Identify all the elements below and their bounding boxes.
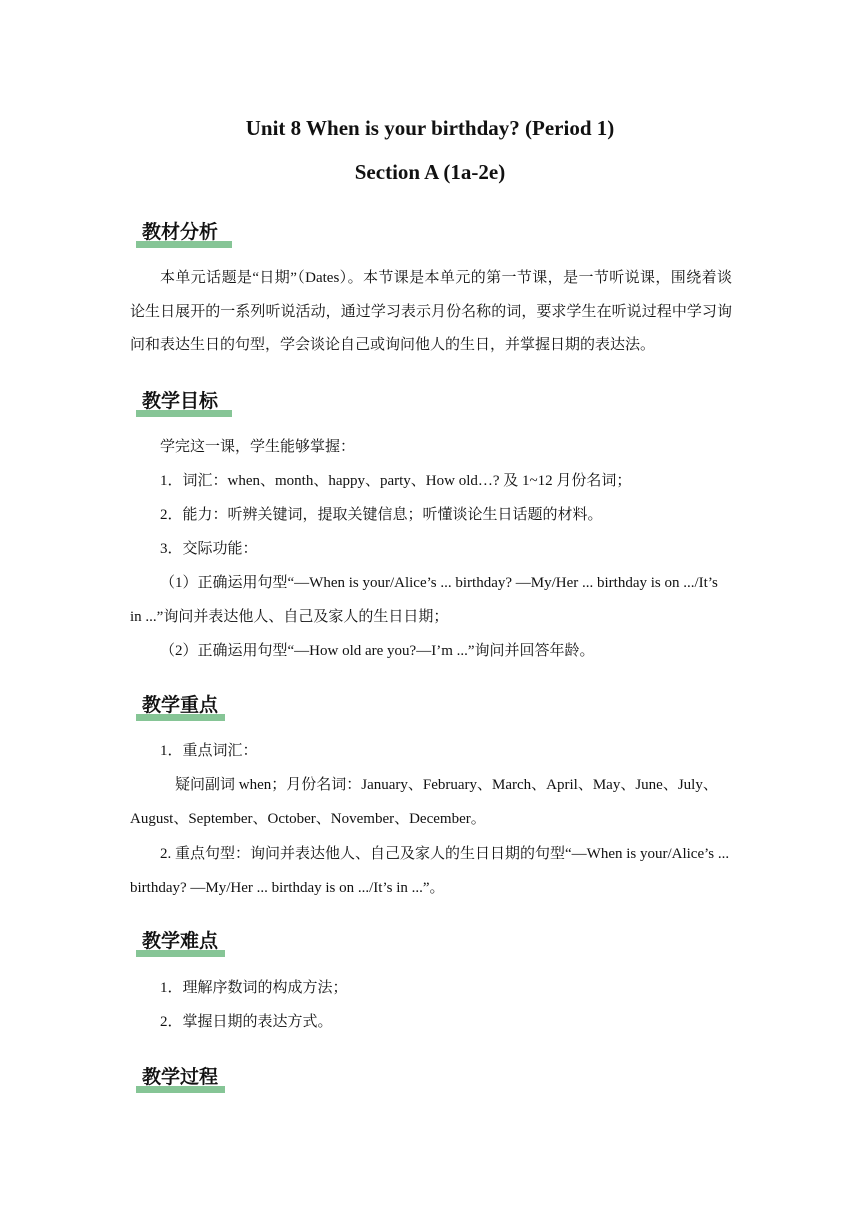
key-points-item-1-line-1: 疑问副词 when；月份名词：January、February、March、April、May、June、July、 bbox=[175, 777, 718, 793]
heading-difficulties-text: 教学难点 bbox=[142, 930, 219, 952]
analysis-paragraph: 本单元话题是“日期”（Dates）。本节课是本单元的第一节课，是一节听说课，围绕着谈论生日展开的一系列听说活动，通过学习表示月份名称的词，要求学生在听说过程中学习询问和表达生日的句型，学会谈论自己或询问他人的生日，并掌握日期的表达法。 bbox=[130, 270, 732, 354]
key-points-item-2-line-2: birthday? —My/Her ... birthday is on .../It’s in ...”。 bbox=[130, 880, 445, 896]
heading-process-text: 教学过程 bbox=[142, 1066, 219, 1088]
objectives-item-2: 2．能力：听辨关键词，提取关键信息；听懂谈论生日话题的材料。 bbox=[160, 507, 603, 523]
objectives-item-3a-line-1: （1）正确运用句型“—When is your/Alice’s ... birthday? —My/Her ... birthday is on .../It’s bbox=[160, 575, 718, 591]
objectives-item-3b: （2）正确运用句型“—How old are you?—I’m ...”询问并回答年龄。 bbox=[160, 643, 595, 659]
objectives-item-3a-line-2: in ...”询问并表达他人、自己及家人的生日日期； bbox=[130, 609, 449, 625]
objectives-intro: 学完这一课，学生能够掌握： bbox=[160, 439, 356, 455]
document-title: Unit 8 When is your birthday? (Period 1) bbox=[245, 116, 615, 140]
heading-process bbox=[136, 1065, 218, 1093]
difficulties-item-2: 2．掌握日期的表达方式。 bbox=[160, 1014, 333, 1030]
objectives-item-1: 1．词汇：when、month、happy、party、How old…? 及 1~12 月份名词； bbox=[160, 473, 632, 489]
heading-objectives bbox=[136, 389, 218, 417]
heading-analysis-text: 教材分析 bbox=[142, 221, 219, 243]
key-points-item-1: 1．重点词汇： bbox=[160, 743, 258, 759]
document-subtitle: Section A (1a-2e) bbox=[354, 160, 506, 184]
heading-analysis bbox=[136, 220, 218, 248]
key-points-item-2-line-1: 2. 重点句型：询问并表达他人、自己及家人的生日日期的句型“—When is your/Alice’s ... bbox=[160, 846, 730, 862]
heading-key-points-text: 教学重点 bbox=[142, 694, 219, 716]
difficulties-item-1: 1．理解序数词的构成方法； bbox=[160, 980, 348, 996]
key-points-item-1-line-2: August、September、October、November、December。 bbox=[130, 811, 486, 827]
heading-key-points bbox=[136, 693, 218, 721]
objectives-item-3: 3．交际功能： bbox=[160, 541, 258, 557]
heading-objectives-text: 教学目标 bbox=[142, 390, 219, 412]
heading-difficulties bbox=[136, 929, 218, 957]
